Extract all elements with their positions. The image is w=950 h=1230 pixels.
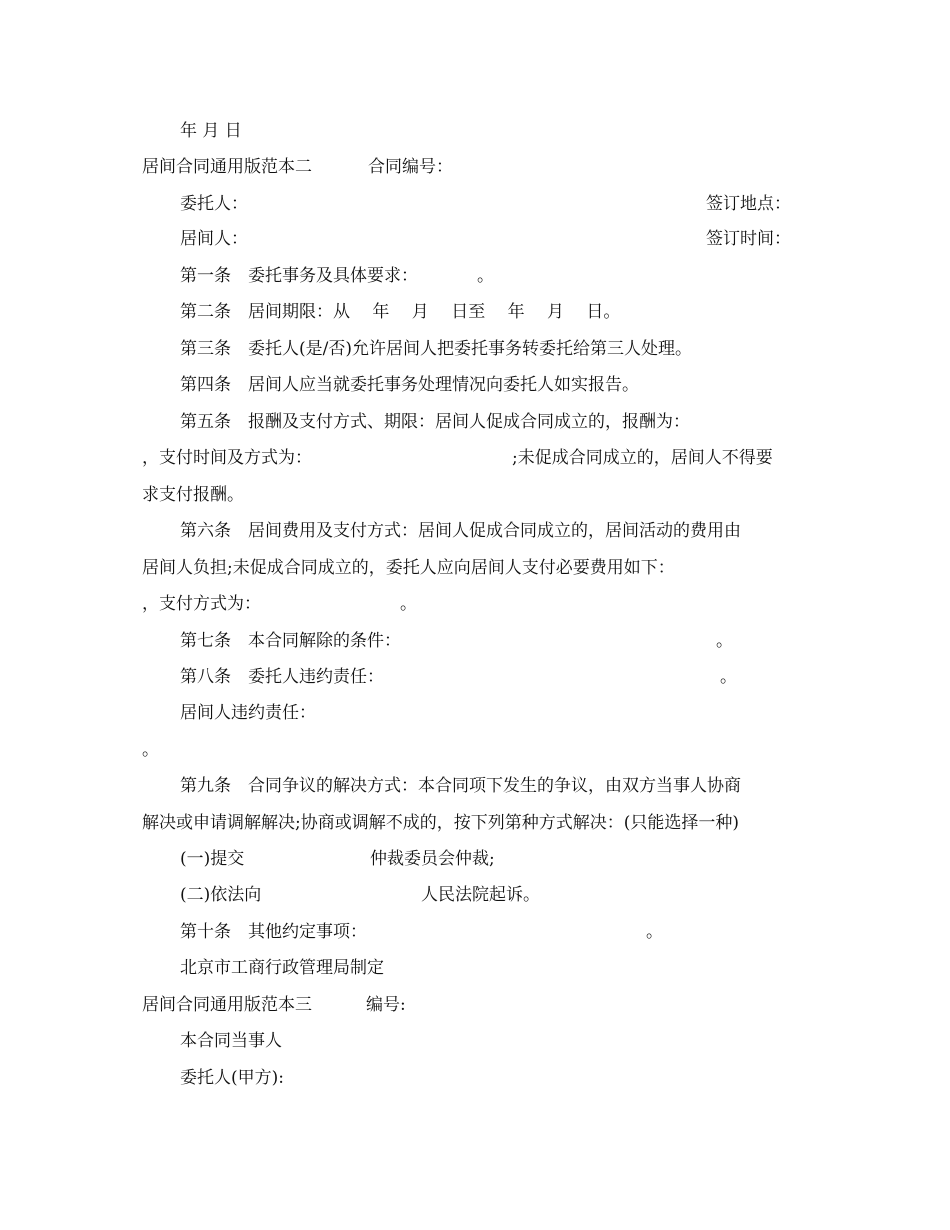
article-6-line-3 xyxy=(142,593,542,615)
article-6-line-1: 第六条 居间费用及支付方式：居间人促成合同成立的，居间活动的费用由 xyxy=(180,521,741,541)
contract2-title: 居间合同通用版范本二 xyxy=(142,157,312,177)
article-9-option-2a: (二)依法向 xyxy=(180,885,262,905)
article-7 xyxy=(180,630,780,652)
article-1-text: 第一条 委托事务及具体要求： xyxy=(180,266,418,286)
article-5-line-3: 求支付报酬。 xyxy=(142,485,244,505)
article-9-line-2: 解决或申请调解解决;协商或调解不成的，按下列第种方式解决：(只能选择一种) xyxy=(142,813,739,833)
contract2-number-label: 合同编号： xyxy=(368,157,453,177)
contract3-title: 居间合同通用版范本三 xyxy=(142,995,312,1015)
article-7-text: 第七条 本合同解除的条件： xyxy=(180,631,401,651)
article-6-line-3b: 。 xyxy=(400,594,417,614)
article-1 xyxy=(180,265,580,287)
client-label: 委托人： xyxy=(180,194,248,214)
parties-line: 本合同当事人 xyxy=(180,1031,282,1051)
article-9-option-1 xyxy=(180,848,580,870)
article-10-text: 第十条 其他约定事项： xyxy=(180,922,367,942)
article-2: 第二条 居间期限：从 年 月 日至 年 月 日。 xyxy=(180,302,621,322)
article-9-line-1: 第九条 合同争议的解决方式：本合同项下发生的争议，由双方当事人协商 xyxy=(180,776,741,796)
contract2-header xyxy=(142,156,842,178)
article-5-line-1: 第五条 报酬及支付方式、期限：居间人促成合同成立的，报酬为： xyxy=(180,412,690,432)
maker-line: 北京市工商行政管理局制定 xyxy=(180,958,384,978)
article-5-line-2b: ;未促成合同成立的，居间人不得要 xyxy=(512,448,773,468)
contract3-number-label: 编号: xyxy=(366,995,406,1015)
article-5-line-2 xyxy=(142,447,822,469)
article-4: 第四条 居间人应当就委托事务处理情况向委托人如实报告。 xyxy=(180,375,639,395)
article-10-end: 。 xyxy=(646,922,663,942)
contract3-header xyxy=(142,994,542,1016)
article-1-end: 。 xyxy=(477,266,494,286)
article-8 xyxy=(180,666,780,688)
broker-label: 居间人： xyxy=(180,229,248,249)
article-6-line-3a: ，支付方式为： xyxy=(142,594,261,614)
sign-place-label: 签订地点： xyxy=(706,194,791,214)
sign-time-label: 签订时间： xyxy=(706,229,791,249)
article-8-broker: 居间人违约责任： xyxy=(180,703,316,723)
client-line xyxy=(180,193,800,215)
article-6-line-2: 居间人负担;未促成合同成立的，委托人应向居间人支付必要费用如下： xyxy=(142,558,675,578)
article-9-option-2b: 人民法院起诉。 xyxy=(421,885,540,905)
article-9-option-1b: 仲裁委员会仲裁; xyxy=(370,849,495,869)
article-5-line-2a: ，支付时间及方式为： xyxy=(142,448,312,468)
article-9-option-1a: (一)提交 xyxy=(180,849,245,869)
article-9-option-2 xyxy=(180,884,580,906)
article-10 xyxy=(180,921,680,943)
broker-line xyxy=(180,228,800,250)
article-8-broker-end: 。 xyxy=(142,740,159,760)
article-8-text: 第八条 委托人违约责任： xyxy=(180,667,384,687)
client-a-line: 委托人(甲方): xyxy=(180,1068,284,1088)
date-line: 年 月 日 xyxy=(180,121,242,141)
article-8-end: 。 xyxy=(720,667,737,687)
article-7-end: 。 xyxy=(716,631,733,651)
article-3: 第三条 委托人(是/否)允许居间人把委托事务转委托给第三人处理。 xyxy=(180,339,692,359)
